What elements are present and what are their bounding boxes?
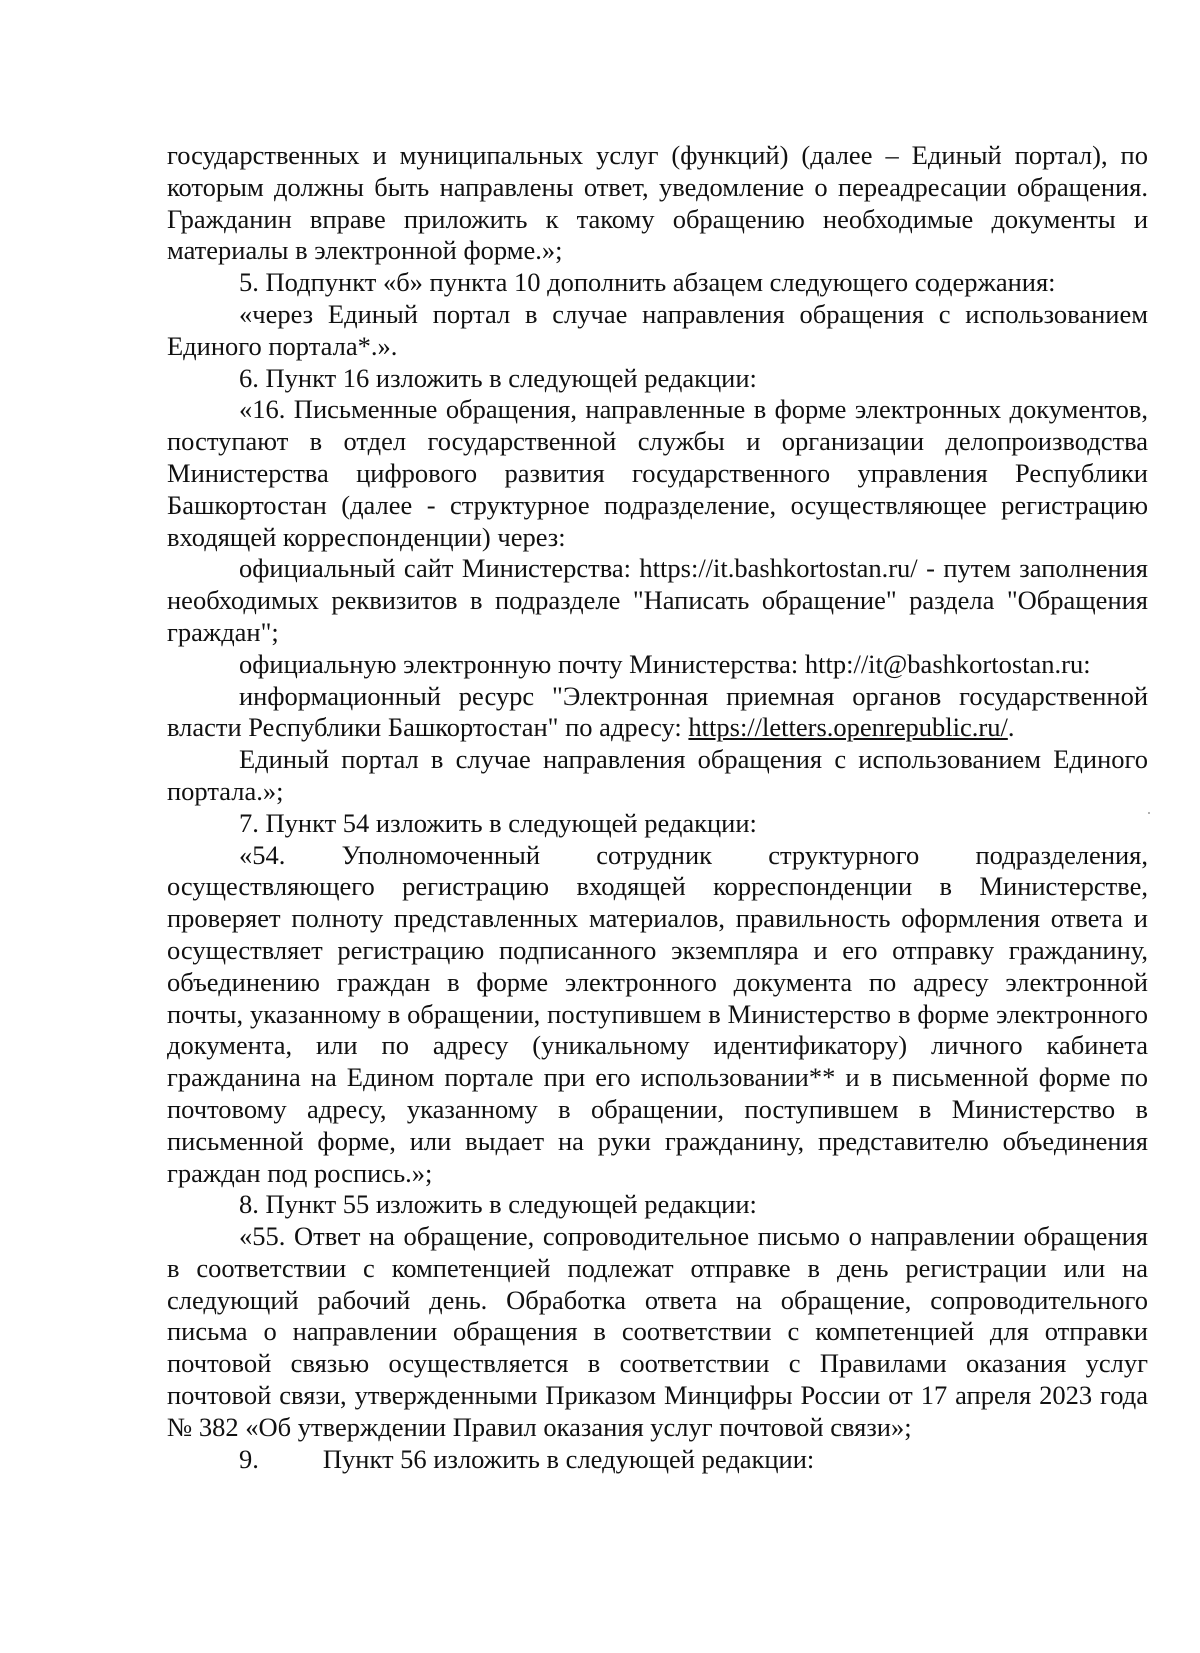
paragraph-official-site: официальный сайт Министерства: https://it.bashkortostan.ru/ - путем заполнения необходимых реквизитов в подразделе "Написать обращение" раздела "Обращения граждан";: [167, 553, 1148, 647]
item-9-number: 9.: [239, 1443, 259, 1474]
paragraph-clause-16: «16. Письменные обращения, направленные в форме электронных документов, поступают в отдел государственной службы и организации делопроизводства Министерства цифрового развития государственного управления Республики Башкортостан (далее - структурное подразделение, осуществляющее регистрацию входящей корреспонденции) через:: [167, 394, 1148, 552]
paragraph-clause-55: «55. Ответ на обращение, сопроводительное письмо о направлении обращения в соответствии с компетенцией подлежат отправке в день регистрации или на следующий рабочий день. Обработка ответа на обращение, сопроводительного письма о направлении обращения в соответствии с компетенцией для отправки почтовой связью осуществляется в соответствии с Правилами оказания услуг почтовой связи, утвержденными Приказом Минцифры России от 17 апреля 2023 года № 382 «Об утверждении Правил оказания услуг почтовой связи»;: [167, 1221, 1148, 1442]
paragraph-single-portal: Единый портал в случае направления обращения с использованием Единого портала.»;: [167, 744, 1148, 806]
letters-link[interactable]: https://letters.openrepublic.ru/: [688, 712, 1008, 743]
paragraph-item-6: 6. Пункт 16 изложить в следующей редакции:: [239, 362, 757, 393]
info-resource-text: информационный ресурс "Электронная приемная органов государственной власти Республики Башкортостан" по адресу:: [167, 680, 1148, 743]
document-body: [167, 140, 1148, 1475]
paragraph-item-7: 7. Пункт 54 изложить в следующей редакции:: [239, 807, 757, 838]
paragraph-info-resource: [167, 681, 1148, 745]
paragraph-clause-54: «54. Уполномоченный сотрудник структурного подразделения, осуществляющего регистрацию входящей корреспонденции в Министерстве, проверяет полноту представленных материалов, правильность оформления ответа и осуществляет регистрацию подписанного экземпляра и его отправку гражданину, объединению граждан в форме электронного документа по адресу электронной почты, указанному в обращении, поступившем в Министерство в форме электронного документа, или по адресу (уникальному идентификатору) личного кабинета гражданина на Едином портале при его использовании** и в письменной форме по почтовому адресу, указанному в обращении, поступившем в Министерство в письменной форме, или выдает на руки гражданину, представителю объединения граждан под роспись.»;: [167, 839, 1148, 1188]
paragraph-item-5: 5. Подпункт «б» пункта 10 дополнить абзацем следующего содержания:: [239, 267, 1056, 298]
paragraph-continuation: государственных и муниципальных услуг (функций) (далее – Единый портал), по которым должны быть направлены ответ, уведомление о переадресации обращения. Гражданин вправе приложить к такому обращению необходимые документы и материалы в электронной форме.»;: [167, 140, 1148, 266]
paragraph-official-email: официальную электронную почту Министерства: http://it@bashkortostan.ru:: [239, 648, 1091, 679]
paragraph-item-9: [167, 1444, 1148, 1476]
paragraph-item-5-text: «через Единый портал в случае направления обращения с использованием Единого портала*.».: [167, 298, 1148, 361]
item-9-text: Пункт 56 изложить в следующей редакции:: [322, 1443, 815, 1474]
info-resource-tail: .: [1007, 712, 1015, 743]
paragraph-item-8: 8. Пункт 55 изложить в следующей редакции:: [239, 1189, 757, 1220]
scan-speck: [1148, 812, 1150, 814]
